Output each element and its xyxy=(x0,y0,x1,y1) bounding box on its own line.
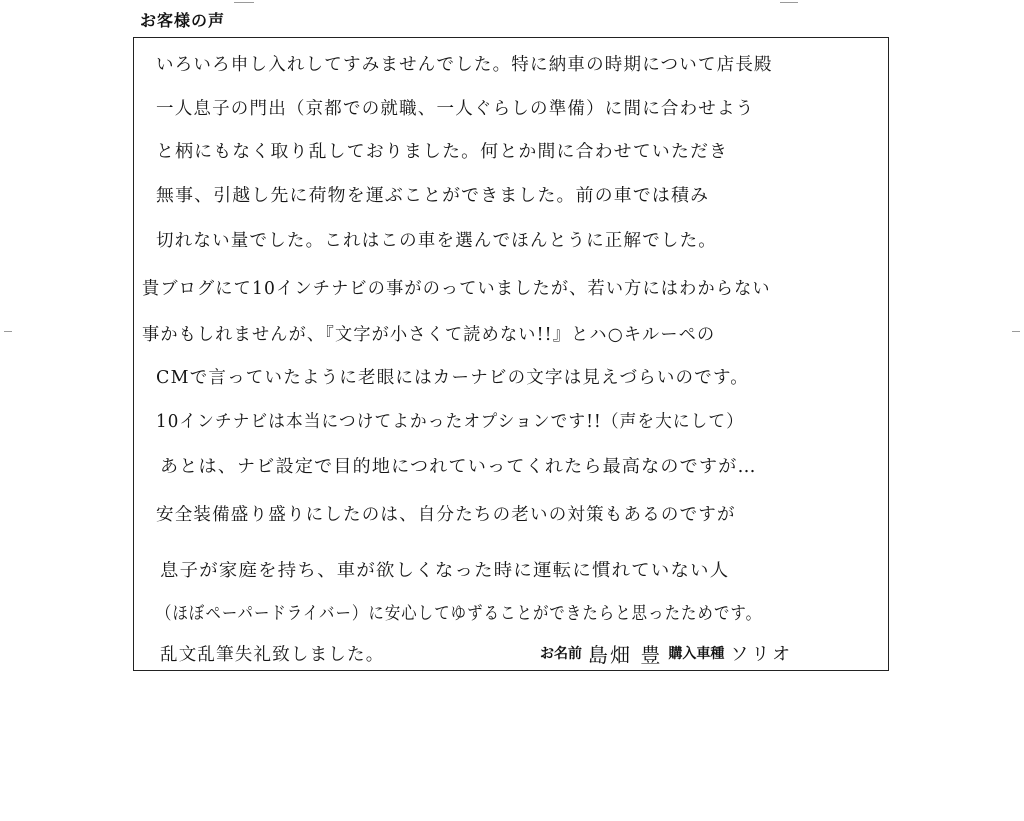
signature-row xyxy=(540,636,793,670)
letter-line-14: 乱文乱筆失礼致しました。 xyxy=(160,645,385,665)
letter-line-2: 一人息子の門出（京都での就職、一人ぐらしの準備）に間に合わせよう xyxy=(156,99,755,119)
letter-line-13: （ほぼペーパードライバー）に安心してゆずることができたらと思ったためです。 xyxy=(156,604,763,624)
letter-line-9: 10インチナビは本当につけてよかったオプションです!!（声を大にして） xyxy=(156,412,744,432)
name-label: お名前 xyxy=(540,646,582,662)
scan-mark-right xyxy=(1012,331,1020,332)
scan-mark-left xyxy=(4,331,12,332)
scan-mark-top-left xyxy=(234,2,254,3)
vehicle-value: ソリオ xyxy=(730,644,794,665)
letter-line-3: と柄にもなく取り乱しておりました。何とか間に合わせていただき xyxy=(156,142,729,162)
letter-line-1: いろいろ申し入れしてすみませんでした。特に納車の時期について店長殿 xyxy=(156,55,773,75)
letter-line-7: 事かもしれませんが、『文字が小さくて読めない!!』とハ○キルーペの xyxy=(142,325,716,345)
vehicle-label: 購入車種 xyxy=(668,646,725,662)
letter-line-10: あとは、ナビ設定で目的地につれていってくれたら最高なのですが… xyxy=(160,457,757,477)
scan-mark-top-right xyxy=(780,2,798,3)
letter-line-12: 息子が家庭を持ち、車が欲しくなった時に運転に慣れていない人 xyxy=(160,561,730,581)
letter-line-11: 安全装備盛り盛りにしたのは、自分たちの老いの対策もあるのですが xyxy=(156,505,736,525)
letter-line-5: 切れない量でした。これはこの車を選んでほんとうに正解でした。 xyxy=(156,231,717,251)
name-value: 島畑 豊 xyxy=(588,642,663,667)
letter-line-6: 貴ブログにて10インチナビの事がのっていましたが、若い方にはわからない xyxy=(142,279,771,299)
letter-line-8: CMで言っていたように老眼にはカーナビの文字は見えづらいのです。 xyxy=(156,368,749,388)
page-title: お客様の声 xyxy=(140,11,226,30)
letter-line-4: 無事、引越し先に荷物を運ぶことができました。前の車では積み xyxy=(156,186,710,206)
